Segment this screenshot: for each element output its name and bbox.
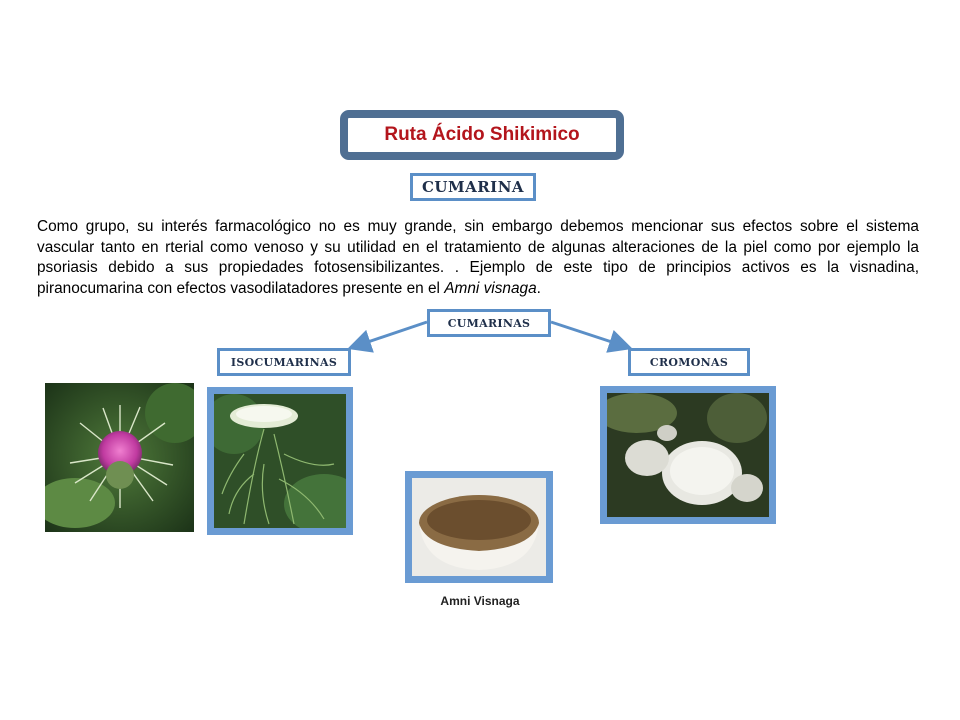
body-text-main: Como grupo, su interés farmacológico no es muy grande, sin embargo debemos mencionar sus efectos sobre el sistema vascular tanto en rterial como venoso y su utilidad en el tratamiento de algunas alteraciones de la piel como por ejemplo la psoriasis debido a sus propiedades fotosensibilizantes. . Ejemplo de este tipo de principios activos es la visnadina, piranocumarina con efectos vasodilatadores presente en el <box>37 218 919 297</box>
diagram-node-left-label: ISOCUMARINAS <box>230 355 338 369</box>
diagram-node-root-label: CUMARINAS <box>447 316 531 330</box>
diagram-node-right-label: CROMONAS <box>649 355 729 369</box>
burdock-flower-image <box>45 383 194 532</box>
arrow-left <box>353 322 427 347</box>
diagram-node-left <box>217 348 351 376</box>
page-title: Ruta Ácido Shikimico <box>384 124 580 145</box>
visnaga-plant-image <box>207 387 353 535</box>
diagram-node-right <box>628 348 750 376</box>
seeds-caption: Amni Visnaga <box>440 594 520 608</box>
body-text-italic: Amni visnaga <box>444 279 537 297</box>
visnaga-seeds-bowl-image <box>405 471 553 583</box>
arrow-right <box>551 322 627 347</box>
diagram-node-root <box>427 309 551 337</box>
visnaga-flowerheads-image <box>600 386 776 524</box>
body-text-end: . <box>536 279 541 297</box>
section-title: CUMARINA <box>421 178 525 196</box>
